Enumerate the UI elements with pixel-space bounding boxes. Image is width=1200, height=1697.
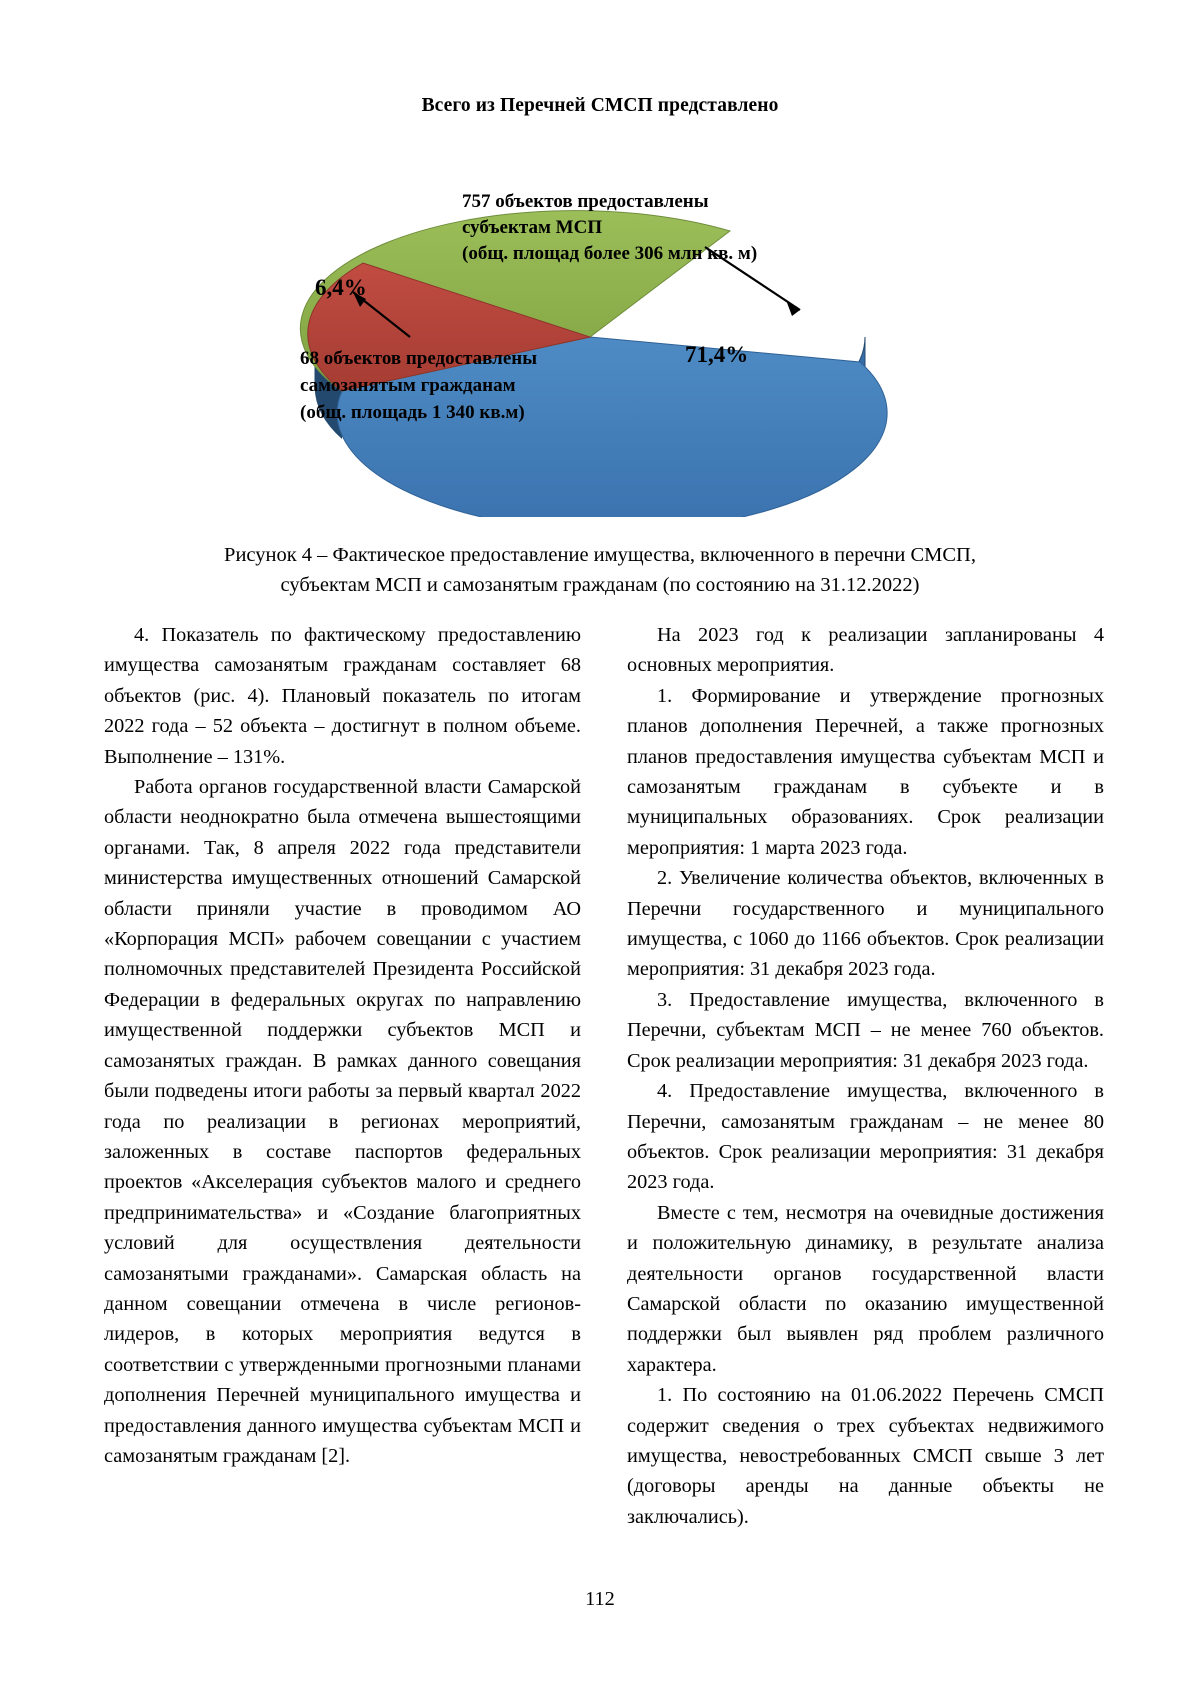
label-red-percent: 6,4% [315, 275, 367, 300]
label-green-line1: 757 объектов предоставлены [462, 191, 709, 212]
figure-4 [110, 95, 1090, 515]
paragraph: 4. Предоставление имущества, включенного в Перечни, самозанятым гражданам – не менее 80 объектов. Срок реализации мероприятия: 31 декабря 2023 года. [627, 1080, 1104, 1194]
paragraph: 4. Показатель по фактическому предоставлению имущества самозанятым гражданам составляет 68 объектов (рис. 4). Плановый показатель по итогам 2022 года – 52 объекта – достигнут в полном объеме. Выполнение – 131%. [104, 624, 581, 768]
paragraph: Вместе с тем, несмотря на очевидные достижения и положительную динамику, в результате анализа деятельности органов государственной власти Самарской области по оказанию имущественной поддержки был выявлен ряд проблем различного характера. [627, 1201, 1104, 1376]
label-green-line2: субъектам МСП [462, 217, 603, 238]
label-self-line3: (общ. площадь 1 340 кв.м) [300, 402, 525, 423]
figure-caption-line2: субъектам МСП и самозанятым гражданам (по состоянию на 31.12.2022) [280, 574, 920, 596]
label-green-line3: (общ. площад более 306 млн кв. м) [462, 243, 758, 264]
paragraph: Работа органов государственной власти Самарской области неоднократно была отмечена вышестоящими органами. Так, 8 апреля 2022 года представители министерства имущественных отношений Самарской области приняли участие в проводимом АО «Корпорация МСП» рабочем совещании с участием полномочных представителей Президента Российской Федерации в федеральных округах по направлению имущественной поддержки субъектов МСП и самозанятых граждан. В рамках данного совещания были подведены итоги работы за первый квартал 2022 года по реализации в регионах мероприятий, заложенных в составе паспортов федеральных проектов «Акселерация субъектов малого и среднего предпринимательства» и «Создание благоприятных условий для осуществления деятельности самозанятыми гражданами». Самарская область на данном совещании отмечена в числе регионов-лидеров, в которых мероприятия ведутся в соответствии с утвержденными прогнозными планами дополнения Перечней муниципального имущества и предоставления данного имущества субъектам МСП и самозанятым гражданам [2]. [104, 776, 581, 1467]
paragraph: 1. Формирование и утверждение прогнозных планов дополнения Перечней, а также прогнозных планов предоставления имущества субъектам МСП и самозанятым гражданам в субъекте и в муниципальных образованиях. Срок реализации мероприятия: 1 марта 2023 года. [627, 684, 1104, 859]
paragraph: 1. По состоянию на 01.06.2022 Перечень СМСП содержит сведения о трех субъектах недвижимого имущества, невостребованных СМСП свыше 3 лет (договоры аренды на данные объекты не заключались). [627, 1384, 1104, 1528]
label-self-line2: самозанятым гражданам [300, 375, 516, 396]
pie-chart-graphic [110, 127, 1090, 517]
label-blue-percent: 71,4% [685, 342, 749, 367]
page-number: 112 [585, 1588, 615, 1610]
paragraph: 3. Предоставление имущества, включенного в Перечни, субъектам МСП – не менее 760 объектов. Срок реализации мероприятия: 31 декабря 2023 года. [627, 988, 1104, 1072]
figure-caption [110, 540, 1090, 600]
right-column [627, 620, 1104, 1532]
label-self-employed [300, 345, 537, 426]
left-column [104, 620, 581, 1532]
pie-chart [110, 127, 1090, 517]
figure-caption-line1: Рисунок 4 – Фактическое предоставление имущества, включенного в перечни СМСП, [224, 544, 976, 566]
label-green-slice [462, 189, 757, 267]
paragraph: 2. Увеличение количества объектов, включенных в Перечни государственного и муниципального имущества, с 1060 до 1166 объектов. Срок реализации мероприятия: 31 декабря 2023 года. [627, 867, 1104, 981]
chart-title: Всего из Перечней СМСП представлено [421, 95, 779, 116]
paragraph: На 2023 год к реализации запланированы 4 основных мероприятия. [627, 624, 1104, 677]
label-self-line1: 68 объектов предоставлены [300, 348, 538, 369]
body-columns [104, 620, 1104, 1532]
